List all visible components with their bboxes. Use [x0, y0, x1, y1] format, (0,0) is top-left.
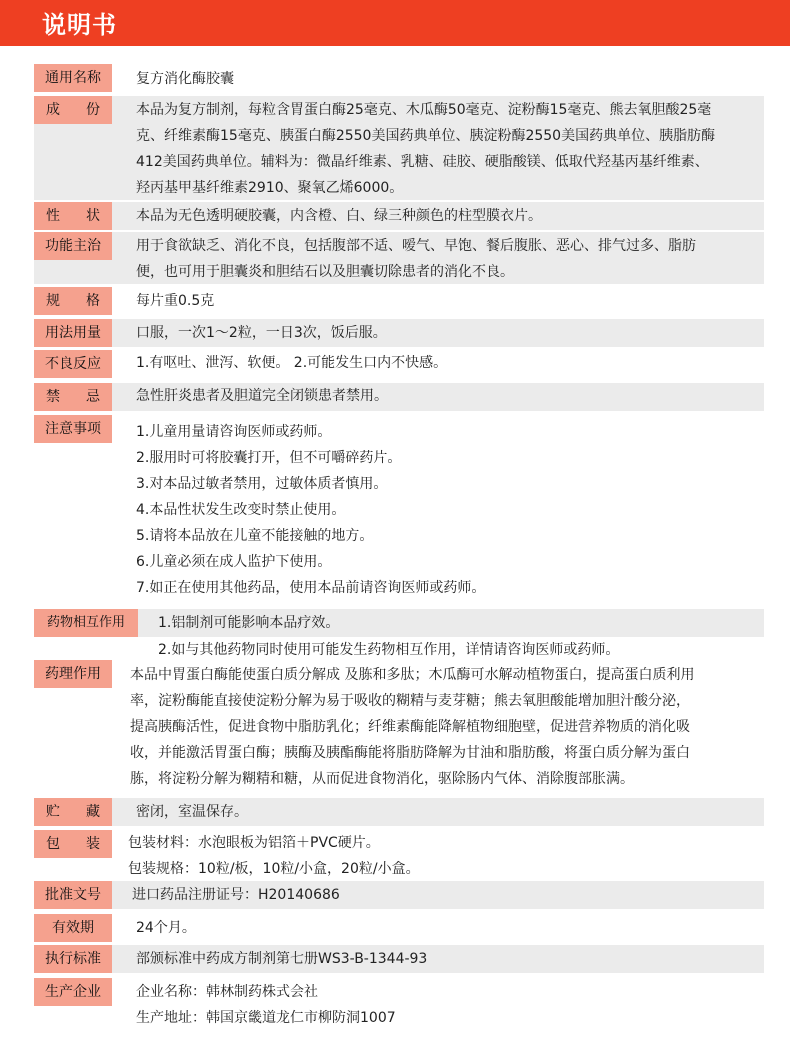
row-indications [34, 232, 764, 284]
row-label: 通用名称 [34, 64, 112, 92]
row-specification [34, 287, 764, 315]
row-appearance [34, 202, 764, 230]
row-content [158, 610, 744, 636]
row-label: 注意事项 [34, 415, 112, 443]
row-precautions [34, 415, 764, 605]
header-bar [0, 0, 790, 46]
row-label: 有效期 [34, 914, 112, 942]
content-line: 羟丙基甲基纤维素2910、聚氧乙烯6000。 [136, 180, 404, 196]
content-line: 便，也可用于胆囊炎和胆结石以及胆囊切除患者的消化不良。 [136, 264, 514, 280]
row-content [128, 830, 744, 882]
row-adverse-reactions [34, 350, 764, 378]
row-manufacturer [34, 978, 764, 1028]
content-line: 包装材料：水泡眼板为铝箔＋PVC硬片。 [128, 835, 380, 851]
content-line: 本品为无色透明硬胶囊，内含橙、白、绿三种颜色的柱型膜衣片。 [136, 208, 542, 224]
content-line: 7.如正在使用其他药品，使用本品前请咨询医师或药师。 [136, 580, 486, 596]
row-label: 生产企业 [34, 978, 112, 1006]
row-standard [34, 945, 764, 973]
row-content [130, 662, 744, 792]
content-line: 6.儿童必须在成人监护下使用。 [136, 554, 332, 570]
content-line: 提高胰酶活性，促进食物中脂肪乳化；纤维素酶能降解植物细胞壁，促进营养物质的消化吸 [130, 719, 690, 735]
row-label: 禁 忌 [34, 383, 112, 411]
content-line: 本品为复方制剂，每粒含胃蛋白酶25毫克、木瓜酶50毫克、淀粉酶15毫克、熊去氧胆酸25毫 [136, 102, 712, 118]
row-content [136, 915, 744, 941]
row-label: 成 份 [34, 96, 112, 124]
content-line: 每片重0.5克 [136, 293, 215, 309]
row-content [136, 383, 744, 409]
row-expiry [34, 914, 764, 942]
row-pharmacology [34, 660, 764, 794]
row-label: 功能主治 [34, 232, 112, 260]
row-content [136, 288, 744, 314]
row-interactions [34, 609, 764, 637]
content-line: 5.请将本品放在儿童不能接触的地方。 [136, 528, 374, 544]
content-line: 412美国药典单位。辅料为：微晶纤维素、乳糖、硅胶、硬脂酸镁、低取代羟基丙基纤维素、 [136, 154, 709, 170]
content-line: 2.服用时可将胶囊打开，但不可嚼碎药片。 [136, 450, 402, 466]
row-content [136, 320, 744, 346]
row-label: 贮 藏 [34, 798, 112, 826]
content-line: 1.有呕吐、泄泻、软便。 2.可能发生口内不快感。 [136, 355, 448, 371]
row-storage [34, 798, 764, 826]
content-line: 部颁标准中药成方制剂第七册WS3-B-1344-93 [136, 951, 428, 967]
content-line: 2.如与其他药物同时使用可能发生药物相互作用，详情请咨询医师或药师。 [158, 642, 620, 658]
row-content [136, 799, 744, 825]
row-content [132, 882, 744, 908]
row-approval-number [34, 881, 764, 909]
content-line: 本品中胃蛋白酶能使蛋白质分解成 及胨和多肽；木瓜酶可水解动植物蛋白，提高蛋白质利用 [130, 667, 695, 683]
row-label: 包 装 [34, 830, 112, 858]
row-label: 规 格 [34, 287, 112, 315]
content-line: 4.本品性状发生改变时禁止使用。 [136, 502, 346, 518]
row-content [136, 979, 744, 1031]
row-label: 不良反应 [34, 350, 112, 378]
content-line: 包装规格：10粒/板，10粒/小盒，20粒/小盒。 [128, 861, 420, 877]
row-content [136, 946, 744, 972]
content-line: 收，并能激活胃蛋白酶；胰酶及胰酯酶能将脂肪降解为甘油和脂肪酸，将蛋白质分解为蛋白 [130, 745, 690, 761]
row-label: 用法用量 [34, 319, 112, 347]
page-title: 说明书 [42, 11, 117, 39]
content-line: 复方消化酶胶囊 [136, 71, 234, 87]
row-label: 执行标准 [34, 945, 112, 973]
row-package [34, 830, 764, 880]
content-line: 生产地址：韩国京畿道龙仁市柳防洞1007 [136, 1010, 396, 1026]
content-line: 用于食欲缺乏、消化不良，包括腹部不适、嗳气、早饱、餐后腹胀、恶心、排气过多、脂肪 [136, 238, 696, 254]
row-label: 批准文号 [34, 881, 112, 909]
row-label: 药物相互作用 [34, 609, 138, 637]
row-label: 性 状 [34, 202, 112, 230]
row-content [136, 203, 744, 229]
row-content [136, 66, 744, 92]
content-line: 企业名称：韩林制药株式会社 [136, 984, 318, 1000]
content-line: 率，淀粉酶能直接使淀粉分解为易于吸收的糊精与麦芽糖；熊去氧胆酸能增加胆汁酸分泌， [130, 693, 690, 709]
content-line: 1.儿童用量请咨询医师或药师。 [136, 424, 332, 440]
content-line: 进口药品注册证号：H20140686 [132, 887, 340, 903]
content-line: 口服，一次1～2粒，一日3次，饭后服。 [136, 325, 387, 341]
row-label: 药理作用 [34, 660, 112, 688]
content-line: 克、纤维素酶15毫克、胰蛋白酶2550美国药典单位、胰淀粉酶2550美国药典单位、胰脂肪酶 [136, 128, 716, 144]
content-line: 1.铝制剂可能影响本品疗效。 [158, 615, 340, 631]
content-line: 3.对本品过敏者禁用，过敏体质者慎用。 [136, 476, 388, 492]
row-ingredients [34, 96, 764, 200]
row-generic-name [34, 64, 764, 94]
content-line: 密闭，室温保存。 [136, 804, 248, 820]
content-line: 胨，将淀粉分解为糊精和糖，从而促进食物消化，驱除肠内气体、消除腹部胀满。 [130, 771, 634, 787]
row-dosage [34, 319, 764, 347]
row-content [136, 419, 744, 601]
row-content [136, 350, 744, 376]
row-content [136, 97, 744, 201]
row-contraindications [34, 383, 764, 411]
row-content [136, 233, 744, 285]
content-line: 24个月。 [136, 920, 196, 936]
content-line: 急性肝炎患者及胆道完全闭锁患者禁用。 [136, 388, 388, 404]
